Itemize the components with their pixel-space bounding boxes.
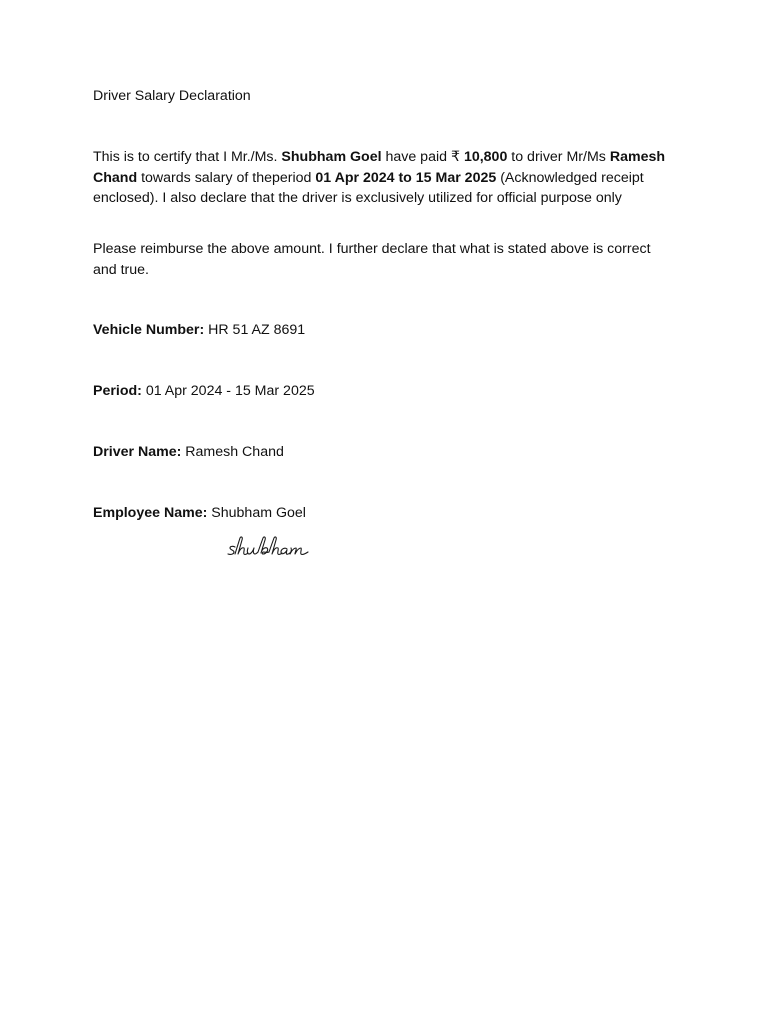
signature-stroke [228,537,308,554]
certification-text-2: have paid [381,149,451,165]
signature-image [226,533,316,563]
certification-text-3: to driver Mr/Ms [507,149,610,165]
certification-driver-name: Ramesh Chand [93,149,666,186]
driver-name-field [93,442,284,463]
driver-name-value: Ramesh Chand [185,444,284,460]
employee-signature [226,533,316,563]
certification-amount: 10,800 [463,149,508,165]
employee-name-value: Shubham Goel [211,505,306,521]
vehicle-number-label: Vehicle Number: [93,322,205,338]
certification-paragraph [93,147,683,209]
period-label: Period: [93,383,142,399]
rupee-symbol: ₹ [450,149,460,165]
employee-name-label: Employee Name: [93,505,208,521]
vehicle-number-value: HR 51 AZ 8691 [208,322,306,338]
vehicle-number-field [93,320,305,341]
driver-name-label: Driver Name: [93,444,182,460]
reimbursement-paragraph: Please reimburse the above amount. I further declare that what is stated above is correct and true. [93,241,651,278]
employee-name-field [93,503,306,524]
certification-employee-name: Shubham Goel [281,149,382,165]
certification-text-5: (Acknowledged receipt enclosed). I also declare that the driver is exclusively utilized for official purpose only [93,169,644,206]
certification-text-1: This is to certify that I Mr./Ms. [93,149,282,165]
period-field [93,381,315,402]
certification-text-4: towards salary of theperiod [137,169,316,186]
period-value: 01 Apr 2024 - 15 Mar 2025 [145,383,315,399]
document-title: Driver Salary Declaration [93,88,251,104]
certification-period: 01 Apr 2024 to 15 Mar 2025 [315,169,497,186]
